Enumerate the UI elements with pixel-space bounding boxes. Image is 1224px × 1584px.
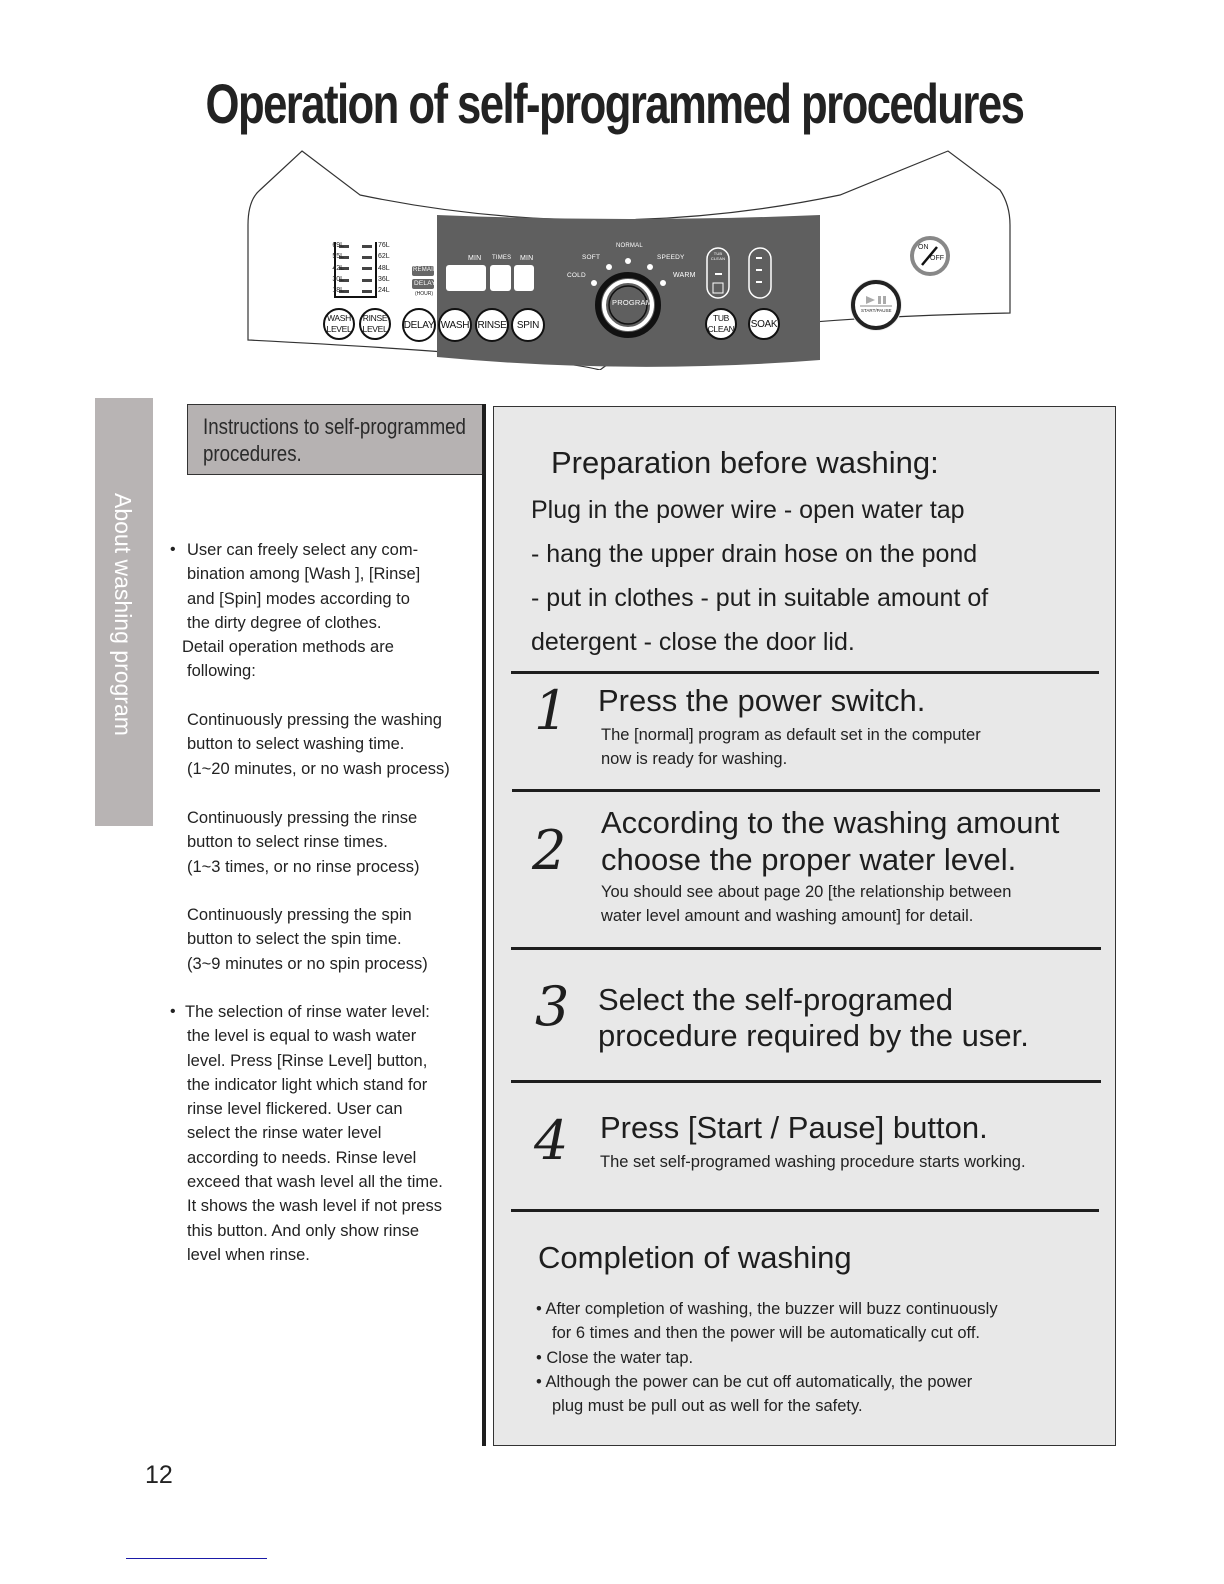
instructions-bullet-combination: • User can freely select any com- bination among [Wash ], [Rinse] and [Spin] modes according to the dirty degree of clothes. Detail operation methods are following: (170, 538, 485, 684)
step-4-number: 4 (534, 1109, 569, 1172)
instructions-wash: Continuously pressing the washing button to select washing time. (1~20 minutes, or no wash process) (187, 711, 450, 778)
step-1-desc: The [normal] program as default set in the computer (601, 726, 981, 744)
normal-led (625, 258, 631, 264)
step-1-desc: now is ready for washing. (601, 750, 788, 768)
spin-min-label: MIN (520, 255, 534, 262)
rinse-times-label: TIMES (492, 255, 512, 261)
step-2-number: 2 (532, 819, 567, 882)
speedy-led (647, 264, 653, 270)
step-3-heading: Select the self-programed (598, 982, 953, 1017)
completion-bullet: • After completion of washing, the buzzer will buzz continuously (536, 1300, 998, 1318)
spin-time-display (514, 265, 534, 291)
prep-line: - hang the upper drain hose on the pond (531, 540, 978, 568)
divider (511, 947, 1101, 950)
delay-indicator: DELAY (414, 280, 436, 287)
completion-heading: Completion of washing (538, 1240, 852, 1275)
hour-label: (HOUR) (415, 291, 434, 297)
instructions-bullet-rinse-level: • The selection of rinse water level: the level is equal to wash water level. Press [Rinse Level] button, the indicator light which stand for rinse level flickered. User can select the rinse water level according to needs. Rinse level exceed that wash level all the time. It shows the wash level if not press this button. And only show rinse level when rinse. (170, 1000, 485, 1267)
side-tab-label: About washing program (110, 493, 136, 736)
step-1-number: 1 (534, 679, 569, 742)
wash-button[interactable]: WASH (438, 308, 472, 342)
step-3-number: 3 (535, 975, 570, 1038)
tub-clean-indicator: TUB CLEAN (710, 251, 726, 261)
instructions-heading-line2: procedures. (203, 441, 302, 466)
step-2-desc: You should see about page 20 [the relationship between (601, 883, 1012, 901)
page-title: Operation of self-programmed procedures (205, 72, 1024, 135)
prep-line: - put in clothes - put in suitable amount of (531, 584, 989, 612)
divider (512, 789, 1100, 792)
side-tab (95, 398, 153, 826)
page-number: 12 (145, 1461, 173, 1489)
step-2-heading: choose the proper water level. (601, 842, 1017, 877)
step-4-desc: The set self-programed washing procedure starts working. (600, 1153, 1026, 1171)
remain-indicator: REMAIN (413, 267, 438, 273)
prep-heading: Preparation before washing: (551, 445, 939, 480)
program-option-cold: COLD (567, 272, 586, 279)
footer-rule (126, 1558, 267, 1559)
program-option-speedy: SPEEDY (657, 254, 685, 261)
step-1-heading: Press the power switch. (598, 683, 926, 718)
step-3-heading: procedure required by the user. (598, 1018, 1029, 1053)
program-option-warm: WARM (673, 272, 696, 279)
completion-bullet-cont: for 6 times and then the power will be automatically cut off. (552, 1324, 981, 1342)
program-option-soft: SOFT (582, 254, 601, 261)
delay-button[interactable]: DELAY (402, 308, 436, 342)
prep-line: detergent - close the door lid. (531, 628, 855, 656)
off-label[interactable]: OFF (930, 255, 944, 262)
spin-button[interactable]: SPIN (511, 308, 545, 342)
step-2-desc: water level amount and washing amount] for detail. (601, 907, 974, 925)
program-button[interactable]: PROGRAM (612, 298, 653, 307)
wash-min-label: MIN (468, 255, 482, 262)
procedure-box (493, 406, 1116, 1446)
divider (511, 671, 1099, 674)
rinse-button[interactable]: RINSE (475, 308, 509, 342)
cold-led (591, 280, 597, 286)
wash-level-labels: 69L 55L 42L 30L 18L (332, 242, 344, 295)
wash-level-button[interactable]: WASH LEVEL (323, 308, 355, 340)
divider (511, 1209, 1099, 1212)
divider (511, 1080, 1101, 1083)
panel-outline (240, 145, 1020, 370)
tub-clean-button[interactable]: TUB CLEAN (705, 308, 737, 340)
prep-line: Plug in the power wire - open water tap (531, 496, 965, 524)
start-pause-button[interactable]: START/PAUSE (861, 308, 892, 313)
completion-bullet: • Close the water tap. (536, 1349, 694, 1367)
completion-bullet: • Although the power can be cut off automatically, the power (536, 1373, 973, 1391)
soak-button[interactable]: SOAK (748, 308, 780, 340)
rinse-level-labels: 76L 62L 48L 36L 24L (378, 242, 390, 295)
on-label[interactable]: ON (918, 244, 929, 251)
warm-led (660, 280, 666, 286)
instructions-spin: Continuously pressing the spin button to select the spin time. (3~9 minutes or no spin process) (187, 906, 428, 973)
instructions-rinse: Continuously pressing the rinse button to select rinse times. (1~3 times, or no rinse process) (187, 809, 420, 876)
instructions-heading (187, 404, 483, 475)
soft-led (606, 264, 612, 270)
step-2-heading: According to the washing amount (601, 805, 1060, 840)
completion-bullet-cont: plug must be pull out as well for the safety. (552, 1397, 863, 1415)
program-option-normal: NORMAL (616, 243, 643, 249)
control-panel-diagram (240, 145, 1020, 370)
wash-time-display (446, 265, 486, 291)
step-4-heading: Press [Start / Pause] button. (600, 1110, 988, 1145)
instructions-heading-line1: Instructions to self-programmed (203, 414, 466, 439)
rinse-times-display (490, 265, 511, 291)
rinse-level-button[interactable]: RINSE LEVEL (359, 308, 391, 340)
